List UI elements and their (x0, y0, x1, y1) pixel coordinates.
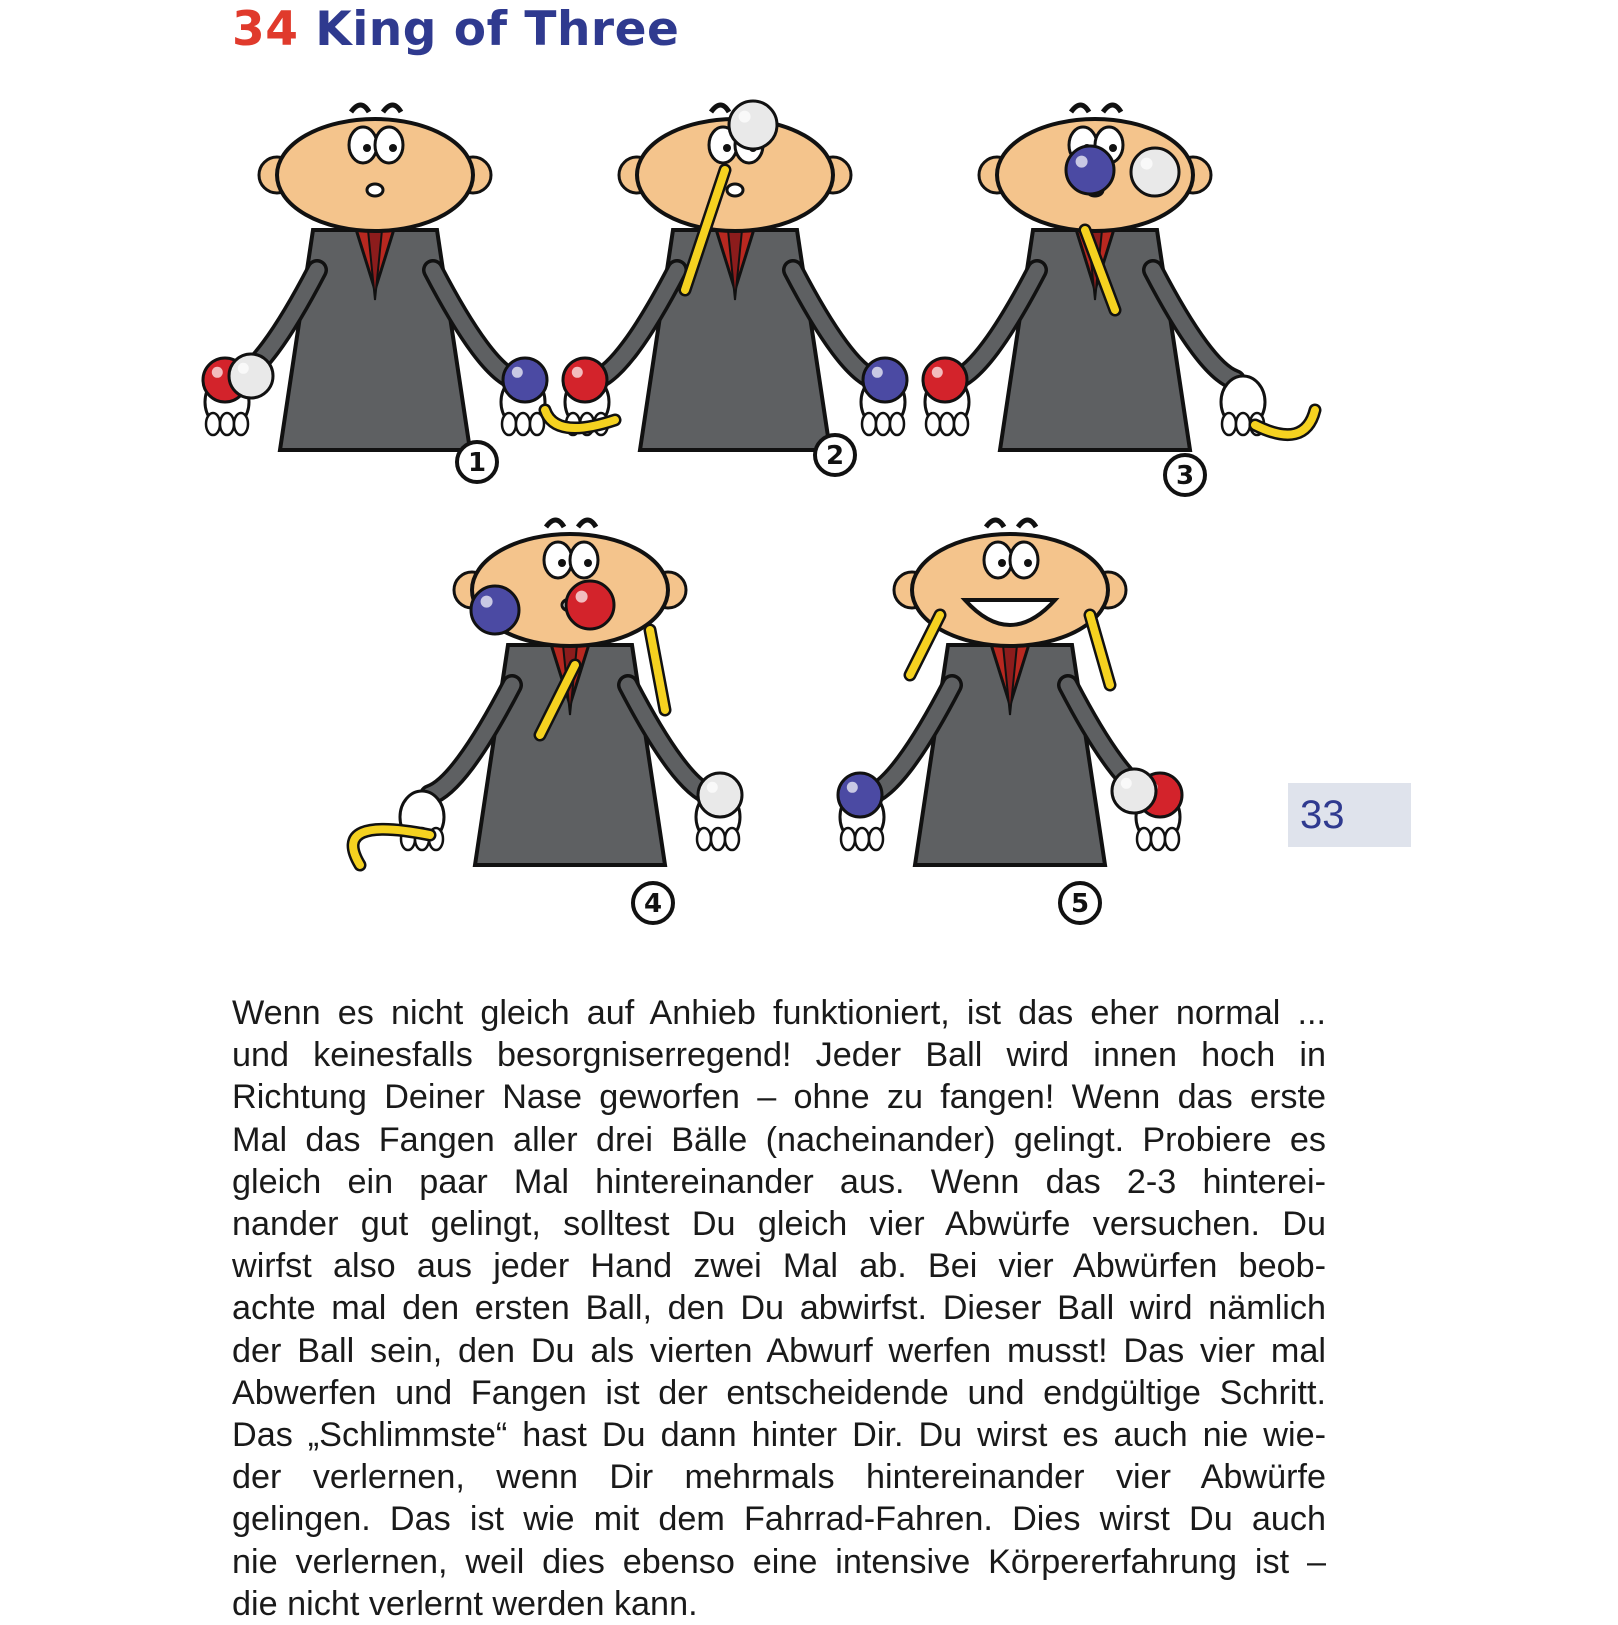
text-line: Abwerfen und Fangen ist der entscheidende und endgültige Schritt. (232, 1373, 1326, 1412)
page-number-box (1288, 783, 1411, 847)
ball-icon (1112, 769, 1156, 813)
juggler-figure (353, 520, 742, 923)
text-line: Wenn es nicht gleich auf Anhieb funktioniert, ist das eher normal ... (232, 994, 1326, 1032)
text-line: Das „Schlimmste“ hast Du dann hinter Dir. Du wirst es auch nie wie- (232, 1416, 1326, 1455)
ball-icon (729, 101, 777, 149)
ball-icon (838, 773, 882, 817)
step-number: 4 (643, 889, 663, 919)
text-line: gleich ein paar Mal hintereinander aus. Wenn das 2-3 hinterei- (232, 1162, 1326, 1201)
ball-icon (471, 586, 519, 634)
text-line: der Ball sein, den Du als vierten Abwurf werfen musst! Das vier mal (232, 1331, 1326, 1370)
chapter-number: 34 (232, 2, 299, 57)
mouth (367, 184, 383, 196)
text-line: nie verlernen, weil dies ebenso eine intensive Körpererfahrung ist – (232, 1542, 1326, 1581)
text-line: Mal das Fangen aller drei Bälle (nacheinander) gelingt. Probiere es (232, 1120, 1326, 1159)
text-line: achte mal den ersten Ball, den Du abwirfst. Dieser Ball wird nämlich (232, 1289, 1326, 1328)
chapter-title: King of Three (315, 2, 680, 57)
eye (544, 542, 572, 578)
juggling-illustration (215, 100, 1325, 930)
eye (349, 127, 377, 163)
ball-icon (563, 358, 607, 402)
juggler-figure (203, 105, 547, 482)
ball-icon (229, 354, 273, 398)
text-line: die nicht verlernt werden kann. (232, 1584, 698, 1623)
eye (570, 542, 598, 578)
ball-icon (503, 358, 547, 402)
step-number: 1 (467, 448, 487, 478)
juggler-figure (545, 101, 907, 475)
mouth (727, 184, 743, 196)
ball-icon (1066, 146, 1114, 194)
arrow-icon (1090, 615, 1110, 685)
body-paragraph (232, 992, 1326, 1625)
page-number: 33 (1300, 793, 1345, 837)
arrow-icon (910, 615, 940, 675)
step-number: 2 (825, 441, 845, 471)
step-number: 3 (1175, 461, 1195, 491)
text-line: Richtung Deiner Nase geworfen – ohne zu fangen! Wenn das erste (232, 1078, 1326, 1117)
text-line: nander gut gelingt, solltest Du gleich vier Abwürfe versuchen. Du (232, 1205, 1326, 1244)
ball-icon (863, 358, 907, 402)
ball-icon (698, 773, 742, 817)
text-line: gelingen. Das ist wie mit dem Fahrrad-Fahren. Dies wirst Du auch (232, 1500, 1326, 1539)
eye (984, 542, 1012, 578)
eye (1010, 542, 1038, 578)
ball-icon (923, 358, 967, 402)
text-line: der verlernen, wenn Dir mehrmals hintereinander vier Abwürfe (232, 1458, 1326, 1497)
juggling-steps-cartoon (215, 100, 1325, 930)
ball-icon (1131, 148, 1179, 196)
page-title (232, 2, 679, 57)
text-line: wirfst also aus jeder Hand zwei Mal ab. Bei vier Abwürfen beob- (232, 1247, 1326, 1286)
ball-icon (566, 581, 614, 629)
step-number: 5 (1070, 889, 1090, 919)
eye (375, 127, 403, 163)
juggler-figure (838, 520, 1182, 923)
text-line: und keinesfalls besorgniserregend! Jeder Ball wird innen hoch in (232, 1036, 1326, 1075)
juggler-figure (923, 105, 1315, 495)
